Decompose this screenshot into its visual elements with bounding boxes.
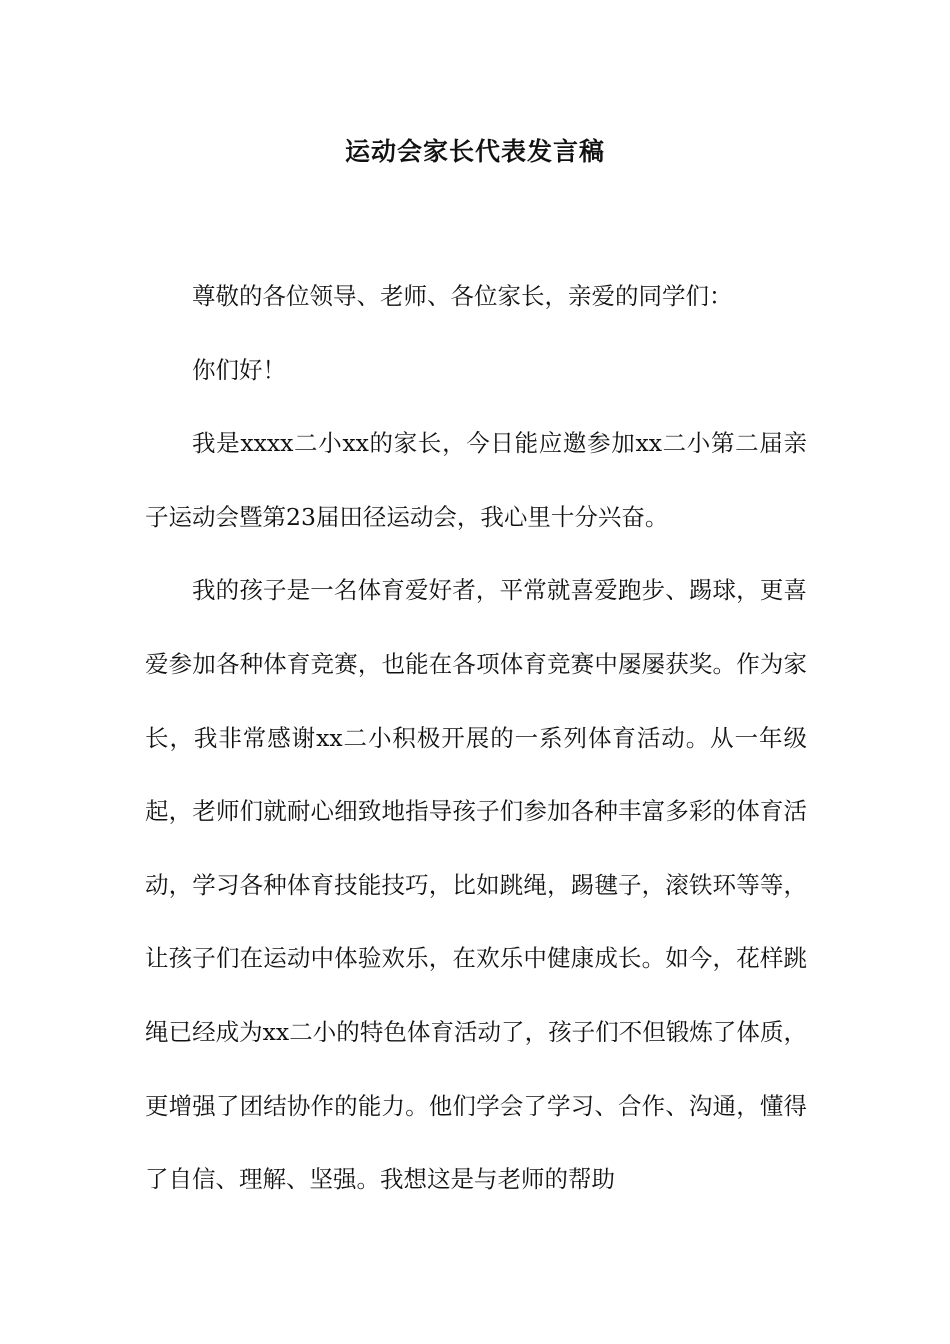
greeting-paragraph: 你们好！ [192, 355, 286, 384]
main-paragraph: 我的孩子是一名体育爱好者，平常就喜爱跑步、踢球，更喜爱参加各种体育竞赛，也能在各项体育竞赛中屡屡获奖。作为家长，我非常感谢xx二小积极开展的一系列体育活动。从一年级起，老师们就耐心细致地指导孩子们参加各种丰富多彩的体育活动，学习各种体育技能技巧，比如跳绳，踢毽子，滚铁环等等，让孩子们在运动中体验欢乐，在欢乐中健康成长。如今，花样跳绳已经成为xx二小的特色体育活动了，孩子们不但锻炼了体质，更增强了团结协作的能力。他们学会了学习、合作、沟通，懂得了自信、理解、坚强。我想这是与老师的帮助 [145, 576, 807, 1194]
document-title: 运动会家长代表发言稿 [344, 137, 605, 166]
document-body [145, 260, 807, 1217]
salutation-paragraph: 尊敬的各位领导、老师、各位家长，亲爱的同学们： [192, 282, 733, 310]
intro-paragraph: 我是xxxx二小xx的家长，今日能应邀参加xx二小第二届亲子运动会暨第23届田径运动会，我心里十分兴奋。 [145, 429, 807, 531]
